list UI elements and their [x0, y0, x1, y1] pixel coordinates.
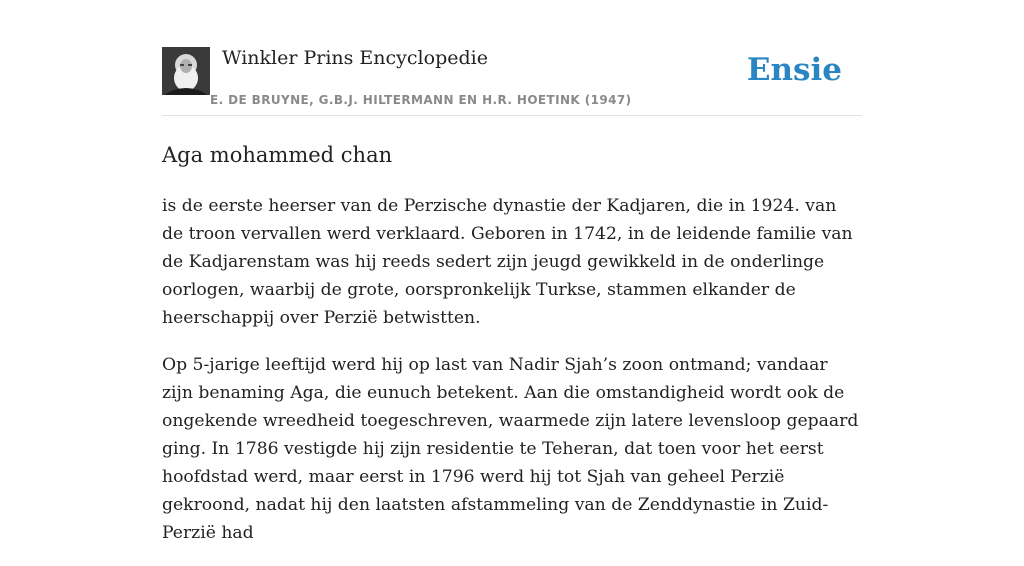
article-body	[162, 192, 862, 566]
author-avatar[interactable]	[162, 47, 210, 95]
source-authors: E. DE BRUYNE, G.B.J. HILTERMANN EN H.R. HOETINK (1947)	[210, 93, 632, 107]
article-paragraph: Op 5-jarige leeftijd werd hij op last van Nadir Sjah’s zoon ontmand; vandaar zijn benaming Aga, die eunuch betekent. Aan die omstandigheid wordt ook de ongekende wreedheid toegeschreven, waarmede zijn latere levensloop gepaard ging. In 1786 vestigde hij zijn residentie te Teheran, dat toen voor het eerst hoofdstad werd, maar eerst in 1796 werd hij tot Sjah van geheel Perzië gekroond, nadat hij den laatsten afstammeling van de Zenddynastie in Zuid-Perzië had	[162, 355, 859, 543]
source-header	[162, 46, 862, 116]
article-paragraph: is de eerste heerser van de Perzische dynastie der Kadjaren, die in 1924. van de troon vervallen werd verklaard. Geboren in 1742, in de leidende familie van de Kadjarenstam was hij reeds sedert zijn jeugd gewikkeld in de onderlinge oorlogen, waarbij de grote, oorspronkelijk Turkse, stammen elkander de heerschappij over Perzië betwistten.	[162, 196, 853, 328]
portrait-icon	[162, 47, 210, 95]
source-title[interactable]: Winkler Prins Encyclopedie	[222, 47, 488, 69]
article-title: Aga mohammed chan	[162, 143, 393, 167]
ensie-logo[interactable]: Ensie	[746, 52, 842, 88]
